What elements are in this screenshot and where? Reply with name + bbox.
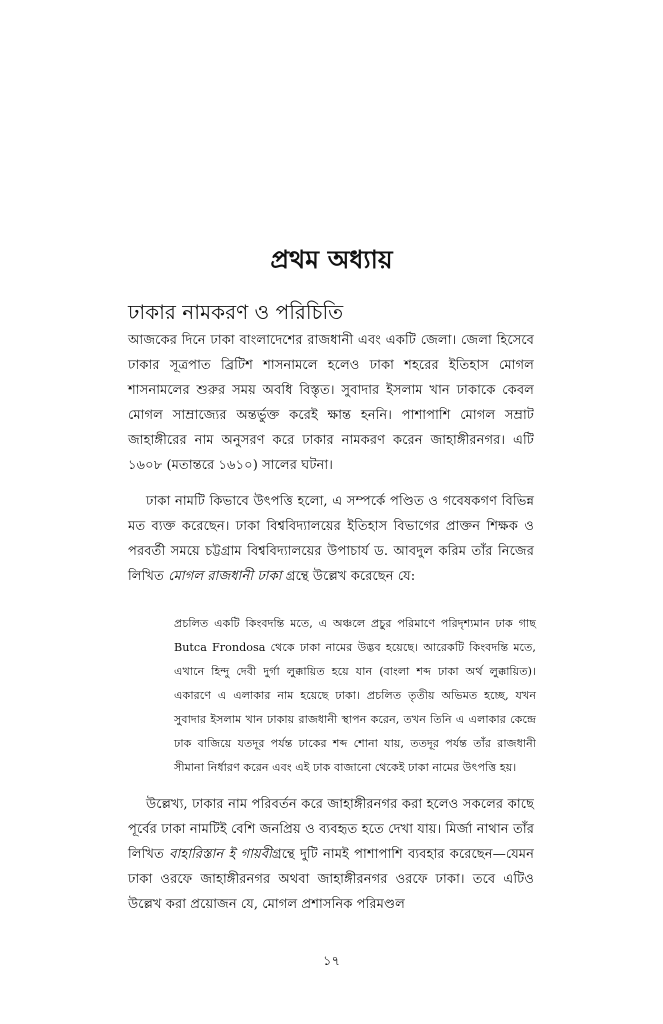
paragraph-1: আজকের দিনে ঢাকা বাংলাদেশের রাজধানী এবং একটি জেলা। জেলা হিসেবে ঢাকার সূত্রপাত ব্রিটিশ শাসনামলে হলেও ঢাকা শহরের ইতিহাস মোগল শাসনামলের শুরুর সময় অবধি বিস্তৃত। সুবাদার ইসলাম খান ঢাকাকে কেবল মোগল সাম্রাজ্যের অন্তর্ভুক্ত করেই ক্ষান্ত হননি। পাশাপাশি মোগল সম্রাট জাহাঙ্গীরের নাম অনুসরণ করে ঢাকার নামকরণ করেন জাহাঙ্গীরনগর। এটি ১৬০৮ (মতান্তরে ১৬১০) সালের ঘটনা। [128,333,534,473]
book-title-mughal-capital: মোগল রাজধানী ঢাকা [168,569,282,584]
block-quote: প্রচলিত একটি কিংবদন্তি মতে, এ অঞ্চলে প্রচুর পরিমাণে পরিদৃশ্যমান ঢাক গাছ Butca Frondosa থেকে ঢাকা নামের উদ্ভব হয়েছে। আরেকটি কিংবদন্তি মতে, এখানে হিন্দু দেবী দুর্গা লুক্কায়িত হয়ে যান (বাংলা শব্দ ঢাকা অর্থ লুক্কায়িত)। একারণে এ এলাকার নাম হয়েছে ঢাকা। প্রচলিত তৃতীয় অভিমত হচ্ছে, যখন সুবাদার ইসলাম খান ঢাকায় রাজধানী স্থাপন করেন, তখন তিনি এ এলাকার কেন্দ্রে ঢাক বাজিয়ে যতদূর পর্যন্ত ঢাকের শব্দ শোনা যায়, ততদূর পর্যন্ত তাঁর রাজধানী সীমানা নির্ধারণ করেন এবং এই ঢাক বাজানো থেকেই ঢাকা নামের উৎপত্তি হয়। [174,617,536,774]
paragraph-3-text-b: গ্রন্থে দুটি নামই পাশাপাশি ব্যবহার করেছেন—যেমন ঢাকা ওরফে জাহাঙ্গীরনগর অথবা জাহাঙ্গীরনগর ওরফে ঢাকা। তবে এটিও উল্লেখ করা প্রয়োজন যে, মোগল প্রশাসনিক পরিমণ্ডল [128,847,534,912]
book-title-baharistan: বাহারিস্তান ই গায়বী [169,847,272,862]
paragraph-3-text-a: উল্লেখ্য, ঢাকার নাম পরিবর্তন করে জাহাঙ্গীরনগর করা হলেও সকলের কাছে পূর্বের ঢাকা নামটিই বেশি জনপ্রিয় ও ব্যবহৃত হতে দেখা যায়। মির্জা নাথান তাঁর লিখিত [128,797,534,862]
chapter-title: প্রথম অধ্যায় [270,245,393,274]
paragraph-2 [128,489,534,589]
paragraph-3 [128,792,534,917]
paragraph-2-text-a: ঢাকা নামটি কিভাবে উৎপত্তি হলো, এ সম্পর্কে পণ্ডিত ও গবেষকগণ বিভিন্ন মত ব্যক্ত করেছেন। ঢাকা বিশ্ববিদ্যালয়ের ইতিহাস বিভাগের প্রাক্তন শিক্ষক ও পরবর্তী সময়ে চট্টগ্রাম বিশ্ববিদ্যালয়ের উপাচার্য ড. আবদুল করিম তাঁর নিজের লিখিত [128,494,534,584]
section-heading: ঢাকার নামকরণ ও পরিচিতি [128,300,344,324]
paragraph-2-text-b: গ্রন্থে উল্লেখ করেছেন যে: [281,569,416,584]
page-number: ১৭ [323,954,340,969]
